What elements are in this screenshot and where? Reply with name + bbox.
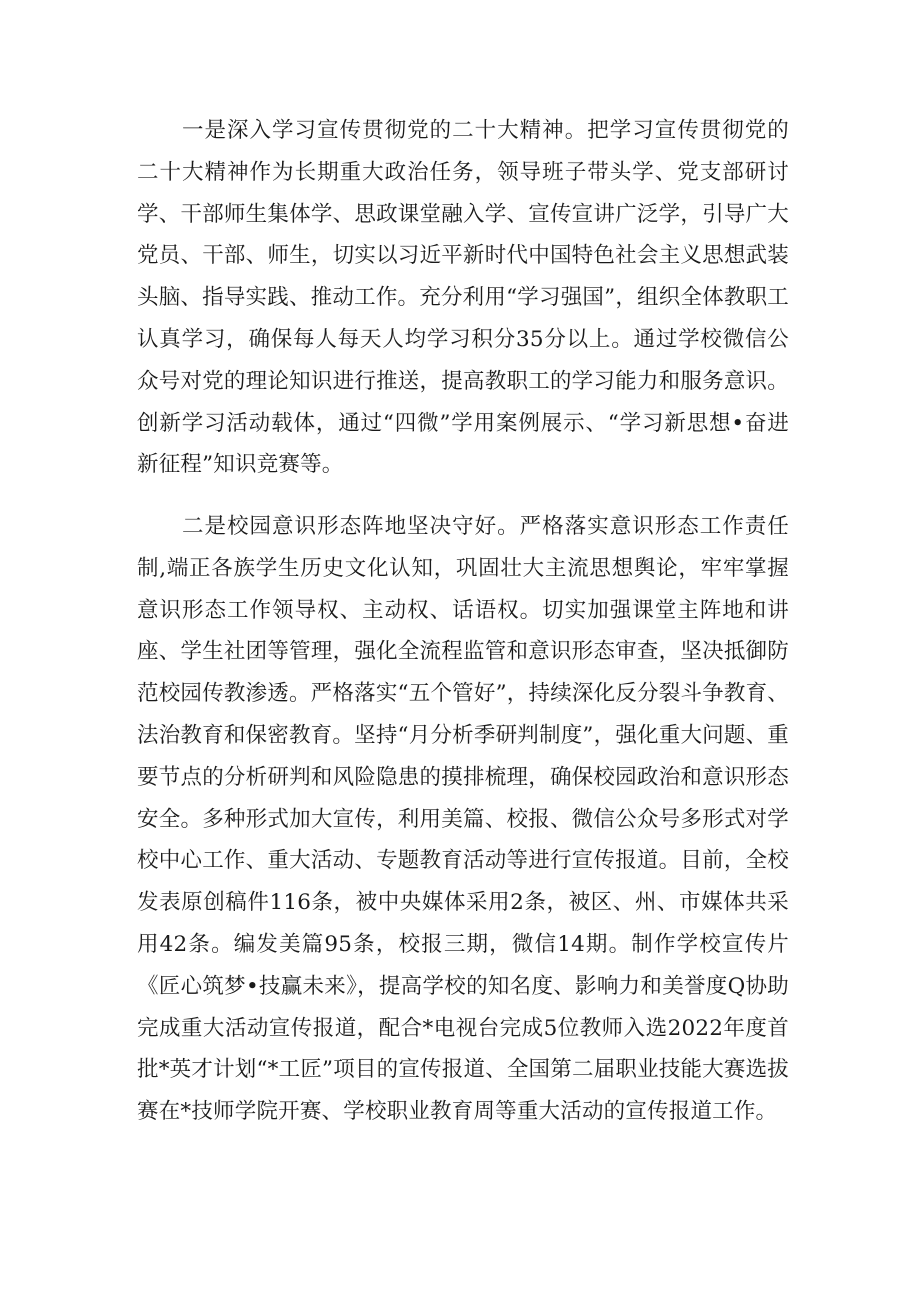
paragraph-study-party-congress: 一是深入学习宣传贯彻党的二十大精神。把学习宣传贯彻党的二十大精神作为长期重大政治任务，领导班子带头学、党支部研讨学、干部师生集体学、思政课堂融入学、宣传宣讲广泛学，引导广大党员、干部、师生，切实以习近平新时代中国特色社会主义思想武装头脑、指导实践、推动工作。充分利用“学习强国”，组织全体教职工认真学习，确保每人每天人均学习积分35分以上。通过学校微信公众号对党的理论知识进行推送，提高教职工的学习能力和服务意识。创新学习活动载体，通过“四微”学用案例展示、“学习新思想•奋进新征程”知识竞赛等。 <box>137 118 789 478</box>
paragraph-campus-ideology: 二是校园意识形态阵地坚决守好。严格落实意识形态工作责任制,端正各族学生历史文化认知，巩固壮大主流思想舆论，牢牢掌握意识形态工作领导权、主动权、话语权。切实加强课堂主阵地和讲座、学生社团等管理，强化全流程监管和意识形态审查，坚决抵御防范校园传教渗透。严格落实“五个管好”，持续深化反分裂斗争教育、法治教育和保密教育。坚持“月分析季研判制度”，强化重大问题、重要节点的分析研判和风险隐患的摸排梳理，确保校园政治和意识形态安全。多种形式加大宣传，利用美篇、校报、微信公众号多形式对学校中心工作、重大活动、专题教育活动等进行宣传报道。目前，全校发表原创稿件116条，被中央媒体采用2条，被区、州、市媒体共采用42条。编发美篇95条，校报三期，微信14期。制作学校宣传片《匠心筑梦•技赢未来》，提高学校的知名度、影响力和美誉度Q协助完成重大活动宣传报道，配合*电视台完成5位教师入选2022年度首批*英才计划“*工匠”项目的宣传报道、全国第二届职业技能大赛选拔赛在*技师学院开赛、学校职业教育周等重大活动的宣传报道工作。 <box>137 514 789 1125</box>
